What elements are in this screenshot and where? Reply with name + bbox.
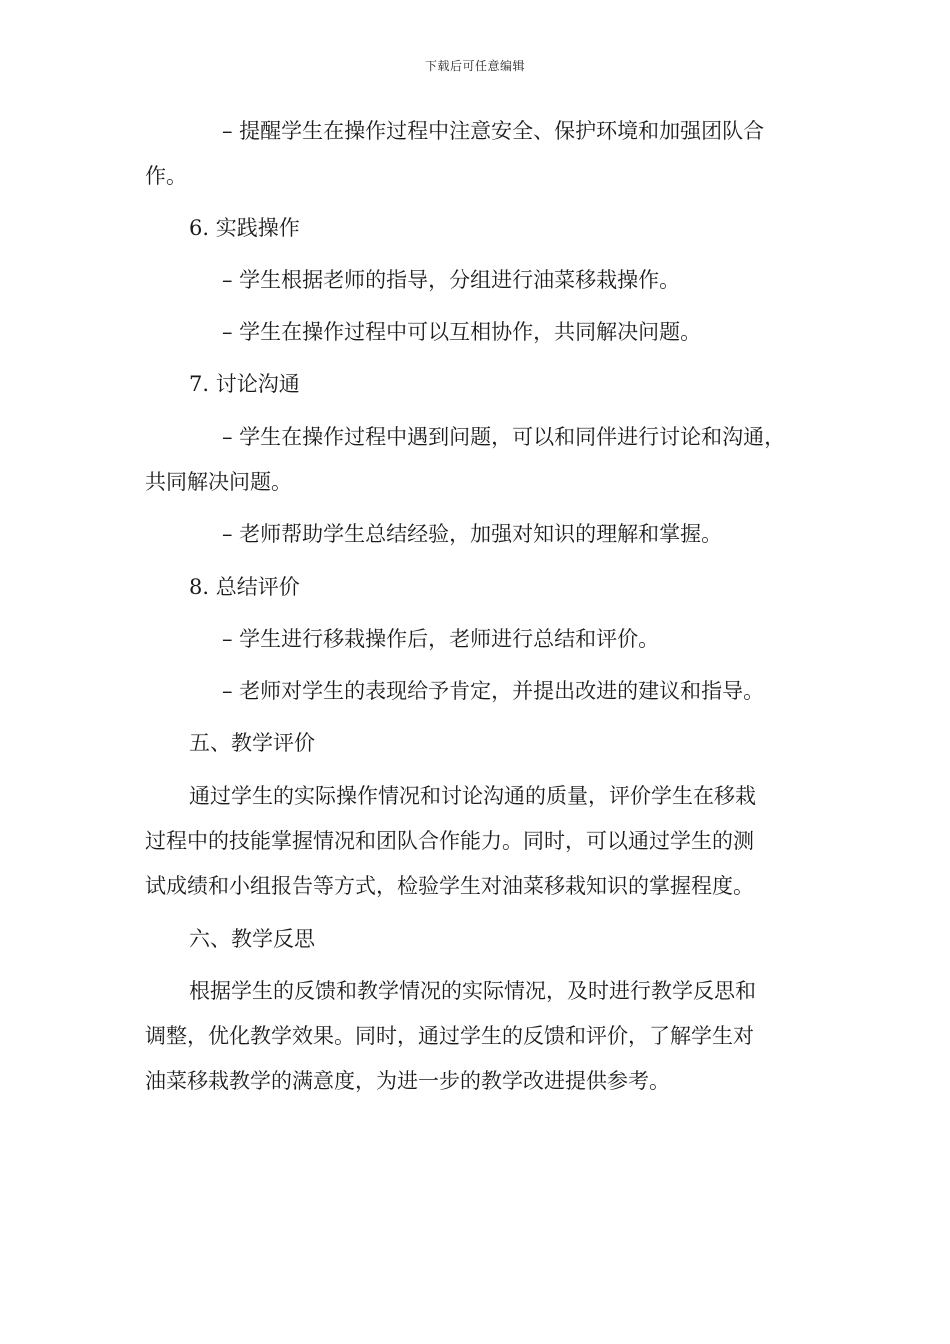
bullet-discussion-line-2: 共同解决问题。 bbox=[145, 470, 292, 494]
part-6-paragraph-line-2: 调整，优化教学效果。同时，通过学生的反馈和评价，了解学生对 bbox=[145, 1024, 754, 1048]
part-5-paragraph-line-3: 试成绩和小组报告等方式，检验学生对油菜移栽知识的掌握程度。 bbox=[145, 874, 754, 898]
part-5-paragraph-line-2: 过程中的技能掌握情况和团队合作能力。同时，可以通过学生的测 bbox=[145, 829, 754, 853]
section-6-heading: 6. 实践操作 bbox=[189, 216, 300, 240]
section-7-heading: 7. 讨论沟通 bbox=[189, 372, 300, 396]
bullet-summary-experience: – 老师帮助学生总结经验，加强对知识的理解和掌握。 bbox=[222, 522, 723, 546]
part-5-heading: 五、教学评价 bbox=[189, 731, 315, 755]
section-8-heading: 8. 总结评价 bbox=[189, 575, 300, 599]
part-6-paragraph-line-1: 根据学生的反馈和教学情况的实际情况，及时进行教学反思和 bbox=[189, 979, 756, 1003]
page-header: 下载后可任意编辑 bbox=[424, 59, 525, 73]
bullet-cooperation: – 学生在操作过程中可以互相协作，共同解决问题。 bbox=[222, 320, 702, 344]
bullet-teacher-feedback: – 老师对学生的表现给予肯定，并提出改进的建议和指导。 bbox=[222, 679, 765, 703]
bullet-safety-line-2: 作。 bbox=[145, 164, 187, 188]
part-6-heading: 六、教学反思 bbox=[189, 927, 315, 951]
part-6-paragraph-line-3: 油菜移栽教学的满意度，为进一步的教学改进提供参考。 bbox=[145, 1069, 670, 1093]
bullet-discussion-line-1: – 学生在操作过程中遇到问题，可以和同伴进行讨论和沟通， bbox=[222, 425, 786, 449]
bullet-safety-line-1: – 提醒学生在操作过程中注意安全、保护环境和加强团队合 bbox=[222, 119, 765, 143]
part-5-paragraph-line-1: 通过学生的实际操作情况和讨论沟通的质量，评价学生在移栽 bbox=[189, 784, 756, 808]
bullet-teacher-evaluation: – 学生进行移栽操作后，老师进行总结和评价。 bbox=[222, 627, 660, 651]
bullet-group-operation: – 学生根据老师的指导，分组进行油菜移栽操作。 bbox=[222, 268, 681, 292]
